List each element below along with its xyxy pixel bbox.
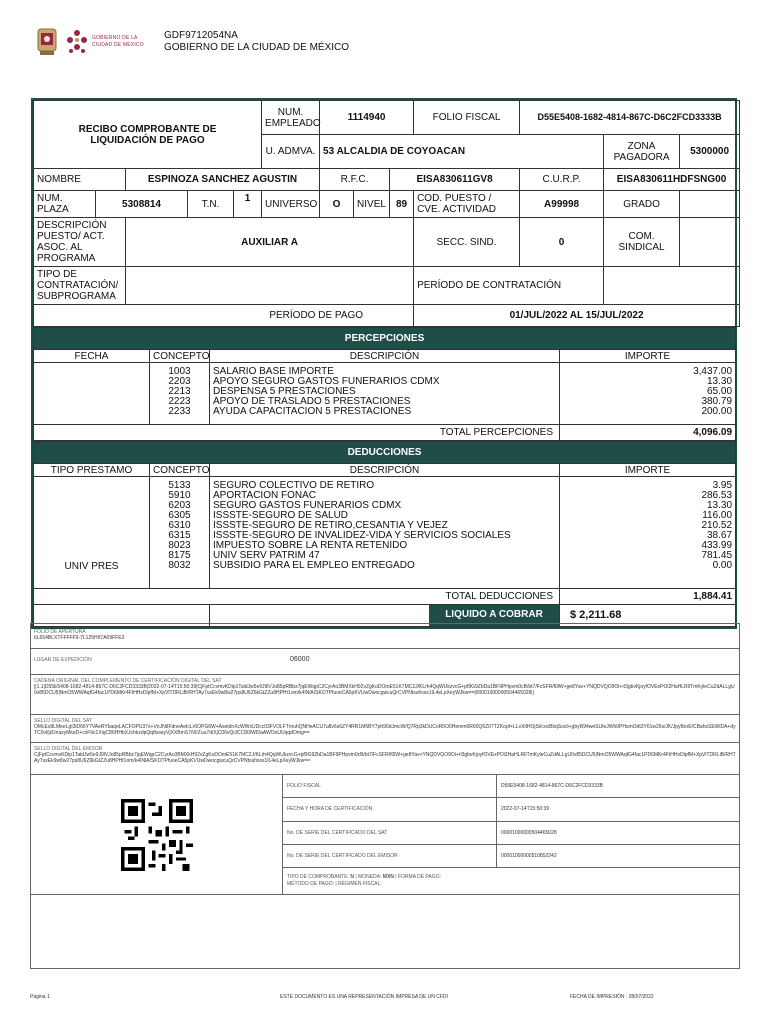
total-percepciones-label: TOTAL PERCEPCIONES <box>34 425 560 441</box>
cod-puesto-value: A99998 <box>520 191 604 218</box>
folio-apertura-value: 6L654BLXTFFFFF9-7L125H97A09FFE3 <box>34 635 125 641</box>
document-header <box>36 24 349 60</box>
curp-value: EISA830611HDFSNG00 <box>604 169 740 191</box>
table-row-importe: 200.00 <box>701 406 733 416</box>
page-number: Página 1 <box>30 994 50 1000</box>
logo-text: GOBIERNO DE LA CIUDAD DE MÉXICO <box>92 35 144 48</box>
deducciones-importes <box>560 477 736 589</box>
cert-row-fecha <box>283 798 739 821</box>
tipo-contratacion-value <box>126 267 414 305</box>
table-row-descripcion: APORTACION FONAC <box>213 490 316 500</box>
table-row-concepto: 8032 <box>168 560 191 570</box>
table-row-concepto: 5133 <box>168 480 191 490</box>
cert-serie-sat-value: 00001000000504465028 <box>501 829 557 836</box>
sello-sat-box <box>30 715 740 743</box>
universo-label: UNIVERSO <box>262 191 320 218</box>
cfdi-legend: ESTE DOCUMENTO ES UNA REPRESENTACIÓN IMPRESA DE UN CFDI <box>280 994 448 1000</box>
periodo-pago-label: PERÍODO DE PAGO <box>34 305 414 327</box>
table-row-importe: 13.30 <box>707 500 733 510</box>
table-row-descripcion: SEGURO GASTOS FUNERARIOS CDMX <box>213 500 402 510</box>
table-row-concepto: 2213 <box>168 386 191 396</box>
percepciones-table <box>33 327 736 441</box>
nivel-label: NIVEL <box>354 191 390 218</box>
grado-value <box>680 191 740 218</box>
cfdi-fiscal-section <box>30 623 740 969</box>
folio-fiscal-label: FOLIO FISCAL <box>414 101 520 135</box>
curp-label: C.U.R.P. <box>520 169 604 191</box>
cdmx-logo-icon <box>66 29 88 55</box>
table-row-importe: 3.95 <box>712 480 733 490</box>
sello-emisor-box <box>30 743 740 775</box>
percepciones-descripciones <box>210 363 560 425</box>
liquido-amount: $ 2,211.68 <box>560 605 736 627</box>
num-empleado-label: NUM. EMPLEADO <box>262 101 320 135</box>
num-plaza-value: 5308814 <box>96 191 188 218</box>
deducciones-descripciones <box>210 477 560 589</box>
tipo-comprobante-value: N <box>350 874 354 880</box>
sello-sat-label: SELLO DIGITAL DEL SAT <box>34 718 93 724</box>
nivel-value: 89 <box>390 191 414 218</box>
issuer-name: GOBIERNO DE LA CIUDAD DE MÉXICO <box>164 42 350 53</box>
cert-serie-emisor-label: No. DE SERIE DEL CERTIFICADO DEL EMISOR <box>283 845 497 867</box>
table-row-concepto: 1003 <box>168 366 191 376</box>
secc-sind-value: 0 <box>520 218 604 267</box>
table-row-concepto: 6315 <box>168 530 191 540</box>
cert-folio-label: FOLIO FISCAL <box>283 775 497 797</box>
empty-area <box>30 895 740 969</box>
u-admva-value: 53 ALCALDIA DE COYOACAN <box>320 135 604 169</box>
table-row-descripcion: IMPUESTO SOBRE LA RENTA RETENIDO <box>213 540 408 550</box>
table-row-importe: 286.53 <box>701 490 733 500</box>
table-row-descripcion: ISSSTE-SEGURO DE RETIRO,CESANTIA Y VEJEZ <box>213 520 448 530</box>
deducciones-conceptos <box>150 477 210 589</box>
table-row-importe: 38.67 <box>707 530 733 540</box>
table-row-concepto: 6203 <box>168 500 191 510</box>
cert-fecha-value: 2022-07-14T15:50:39 <box>501 806 550 813</box>
descripcion-label: DESCRIPCIÓN PUESTO/ ACT. ASOC. AL PROGRAMA <box>34 218 126 267</box>
receipt-header-table <box>33 100 740 327</box>
cadena-label: CADENA ORIGINAL DEL COMPLEMENTO DE CERTIFICACIÓN DIGITAL DEL SAT <box>34 678 222 684</box>
zona-pagadora-value: 5300000 <box>680 135 740 169</box>
regimen-label: RÉGIMEN FISCAL: <box>338 881 382 887</box>
cert-row-serie-sat <box>283 822 739 845</box>
percepciones-conceptos <box>150 363 210 425</box>
forma-pago-label: FORMA DE PAGO: <box>397 874 441 880</box>
col-concepto: CONCEPTO <box>150 464 210 477</box>
periodo-contratacion-value <box>604 267 740 305</box>
table-row-concepto: 5910 <box>168 490 191 500</box>
table-row-descripcion: SEGURO COLECTIVO DE RETIRO <box>213 480 375 490</box>
total-deducciones-value: 1,884.41 <box>560 589 736 605</box>
lugar-label: LUGAR DE EXPEDICIÓN <box>34 657 92 663</box>
cert-serie-emisor-value: 00001000000510852242 <box>501 852 557 859</box>
universo-value: O <box>320 191 354 218</box>
percepciones-fecha-cell <box>34 363 150 425</box>
total-deducciones-label: TOTAL DEDUCCIONES <box>34 589 560 605</box>
descripcion-value: AUXILIAR A <box>126 218 414 267</box>
folio-apertura-box <box>30 623 740 649</box>
table-row-descripcion: ISSSTE-SEGURO DE SALUD <box>213 510 349 520</box>
col-fecha: FECHA <box>34 350 150 363</box>
table-row-descripcion: SALARIO BASE IMPORTE <box>213 366 334 376</box>
col-descripcion: DESCRIPCIÓN <box>210 350 560 363</box>
lugar-box <box>30 649 740 675</box>
col-importe: IMPORTE <box>560 464 736 477</box>
coat-of-arms-icon <box>36 27 58 57</box>
table-row-descripcion: APOYO DE TRASLADO 5 PRESTACIONES <box>213 396 411 406</box>
tn-label: T.N. <box>188 191 234 218</box>
table-row-descripcion: ISSSTE-SEGURO DE INVALIDEZ-VIDA Y SERVICIOS SOCIALES <box>213 530 511 540</box>
deducciones-title: DEDUCCIONES <box>34 442 736 464</box>
grado-label: GRADO <box>604 191 680 218</box>
table-row-descripcion: AYUDA CAPACITACION 5 PRESTACIONES <box>213 406 412 416</box>
table-row-concepto: 6305 <box>168 510 191 520</box>
u-admva-label: U. ADMVA. <box>262 135 320 169</box>
num-plaza-label: NUM. PLAZA <box>34 191 96 218</box>
table-row-descripcion: DESPENSA 5 PRESTACIONES <box>213 386 356 396</box>
issuer-info <box>164 30 349 54</box>
table-row-importe: 210.52 <box>701 520 733 530</box>
tipo-prestamo-text: UNIV PRES <box>64 561 119 572</box>
com-sindical-value <box>680 218 740 267</box>
table-row-concepto: 8023 <box>168 540 191 550</box>
cert-serie-sat-label: No. DE SERIE DEL CERTIFICADO DEL SAT <box>283 822 497 844</box>
table-row-importe: 380.79 <box>701 396 733 406</box>
table-row-importe: 13.30 <box>707 376 733 386</box>
liquido-label: LIQUIDO A COBRAR <box>429 605 559 626</box>
percepciones-importes <box>560 363 736 425</box>
com-sindical-label: COM. SINDICAL <box>604 218 680 267</box>
tipo-contratacion-label: TIPO DE CONTRATACIÓN/ SUBPROGRAMA <box>34 267 126 305</box>
secc-sind-label: SECC. SIND. <box>414 218 520 267</box>
cert-row-serie-emisor <box>283 845 739 868</box>
nombre-label: NOMBRE <box>34 169 126 191</box>
folio-fiscal-value: D55E5408-1682-4814-867C-D6C2FCD3333B <box>520 101 740 135</box>
num-empleado-value: 1114940 <box>320 101 414 135</box>
certificate-details <box>283 775 739 894</box>
deducciones-table <box>33 441 736 627</box>
col-concepto: CONCEPTO <box>150 350 210 363</box>
sello-emisor-value: CjFptCcvmvKDip1TaldJw5e9J9lVJo85pRBbz7jqEWqpC2CyrAo3BMXkH92vZgKoDOmE51K7MC2J/KLrh4QqWUkzvcG+pf9G9ZbDa1BF9PHpvm0cB/bt7/FcSFR/f0lW+ge8Yav+YNQDVQO9Oi+rl3gbvKjoyfOVExPOi2HaHLRlITmKyleCuZdALLgU0v85DCU5|NmO5WWAqfG4fac1PD6MKr4FtHHsDlpfM+XpVlTDRLiB/RHTAy7uxEk9w8w27ps8U6Z6kGtZZu8HPHt1om/k4INlA/SKOTPfuoeCA5pKVUwDwocgwcuQrCVPNtsuhsss1lL4eLpXeyWJkw== <box>34 752 736 764</box>
col-tipo-prestamo: TIPO PRESTAMO <box>34 464 150 477</box>
table-row-concepto: 2203 <box>168 376 191 386</box>
table-row-descripcion: UNIV SERV PATRIM 47 <box>213 550 320 560</box>
zona-pagadora-label: ZONA PAGADORA <box>604 135 680 169</box>
table-row-concepto: 8175 <box>168 550 191 560</box>
sello-sat-value: OMcEx8LMeeLgI3lD66Y7VAeRYbaqeLACFOPU37s+VnJNtIFdneAeIcLr6OPG6W+AsetdnXcWWxUDcc03FVOLFTmuhQNHeACU7u8v6s6ZY4RR1M6BY7ph90dJmcW/Q7Rp3kDUCoR5O0Hemm0R60Q6Z07TZKopf+LLvXlIHOjSl/cocBkqSocli+gbyR94weSUIeJWh0PHsmOdt3Y61w26s/JK/JpyBorE/CBahsSEWiDA+dyTC0vl/jzDnazyMkeD+cxF9v1XiqC86HHbXJchkzdpQq8sseyVjXXBmS7iVl/Zuu7d/XjC06vQclCC80/Wf2aAWOoUUqqdOmg== <box>34 724 736 736</box>
tn-value: 1 <box>234 191 262 218</box>
cadena-box <box>30 675 740 715</box>
qr-section <box>30 775 740 895</box>
periodo-contratacion-label: PERÍODO DE CONTRATACIÓN <box>414 267 604 305</box>
col-importe: IMPORTE <box>560 350 736 363</box>
cod-puesto-label: COD. PUESTO / CVE. ACTIVIDAD <box>414 191 520 218</box>
folio-apertura-label: FOLIO DE APERTURA <box>34 629 86 635</box>
cadena-value: ||1.1|D55E5408-1682-4814-867C-D6C2FCD3333B|2022-07-14T15:50:39|CjFptCcvmvKDip1TaldJw5e9J9lVJo85pRBbz7jqEWqpC2CyrAo3BMXkH92vZgKoDOmE51K7MC2J/KLrh4QqWUkzvcG+pf9G9ZbDa1BF9PHpvm0cB/bt7/FcSFR/f0lW+ge8Yav+YNQDVQO9Oi+rl3gbvKjoyfOVExPOi2HaHLRlITmKyleCuZdALLgU0v85DCU5|NmO5WWAqfG4fac1PD6MKr4FtHHsDlpfM+XpVlTDRLiB/RHTAy7uxEk9w8w27ps8U6Z6kGtZZu8HPHt1om/k4INlA/SKOTPfuoeCA5pKVUwDwocgwcuQrCVPNtsuhsss1lL4eLpXeyWJkw==|00001000000504465028|| <box>34 684 735 696</box>
moneda-label: MONEDA: <box>358 874 382 880</box>
metodo-pago-label: MÉTODO DE PAGO: <box>287 881 335 887</box>
table-row-concepto: 6310 <box>168 520 191 530</box>
table-row-descripcion: SUBSIDIO PARA EL EMPLEO ENTREGADO <box>213 560 415 570</box>
cert-fecha-label: FECHA Y HORA DE CERTIFICACIÓN <box>283 798 497 820</box>
table-row-concepto: 2223 <box>168 396 191 406</box>
table-row-importe: 65.00 <box>707 386 733 396</box>
sello-emisor-label: SELLO DIGITAL DEL EMISOR <box>34 746 103 752</box>
rfc-value: EISA830611GV8 <box>390 169 520 191</box>
tipo-prestamo-value <box>34 477 150 589</box>
percepciones-title: PERCEPCIONES <box>34 328 736 350</box>
comprobante-info: TIPO DE COMPROBANTE: N | MONEDA: MXN | FORMA DE PAGO: MÉTODO DE PAGO: | RÉGIMEN FISCAL: <box>287 874 441 887</box>
tipo-comprobante-label: TIPO DE COMPROBANTE: <box>287 874 349 880</box>
qr-code-cell <box>31 775 283 894</box>
payroll-receipt <box>31 98 737 629</box>
rfc-label: R.F.C. <box>320 169 390 191</box>
col-descripcion: DESCRIPCIÓN <box>210 464 560 477</box>
total-percepciones-value: 4,096.09 <box>560 425 736 441</box>
table-row-descripcion: APOYO SEGURO GASTOS FUNERARIOS CDMX <box>213 376 440 386</box>
table-row-importe: 3,437.00 <box>693 366 733 376</box>
issuer-rfc: GDF9712054NA <box>164 30 238 41</box>
table-row-concepto: 2233 <box>168 406 191 416</box>
qr-code-icon <box>121 799 193 871</box>
moneda-value: MXN <box>382 874 394 880</box>
cert-row-folio <box>283 775 739 798</box>
cert-folio-value: D55E5408-1682-4814-867C-D6C2FCD3333B <box>501 783 604 789</box>
lugar-value: 06000 <box>290 656 310 663</box>
periodo-pago-value: 01/JUL/2022 AL 15/JUL/2022 <box>414 305 740 327</box>
table-row-importe: 116.00 <box>702 510 733 520</box>
page-footer <box>30 994 740 1000</box>
receipt-title: RECIBO COMPROBANTE DE LIQUIDACIÓN DE PAGO <box>34 101 262 169</box>
table-row-importe: 433.99 <box>701 540 733 550</box>
print-date: FECHA DE IMPRESIÓN : 28/07/2022 <box>570 994 654 1000</box>
nombre-value: ESPINOZA SANCHEZ AGUSTIN <box>126 169 320 191</box>
table-row-importe: 0.00 <box>712 560 733 570</box>
table-row-importe: 781.45 <box>701 550 733 560</box>
